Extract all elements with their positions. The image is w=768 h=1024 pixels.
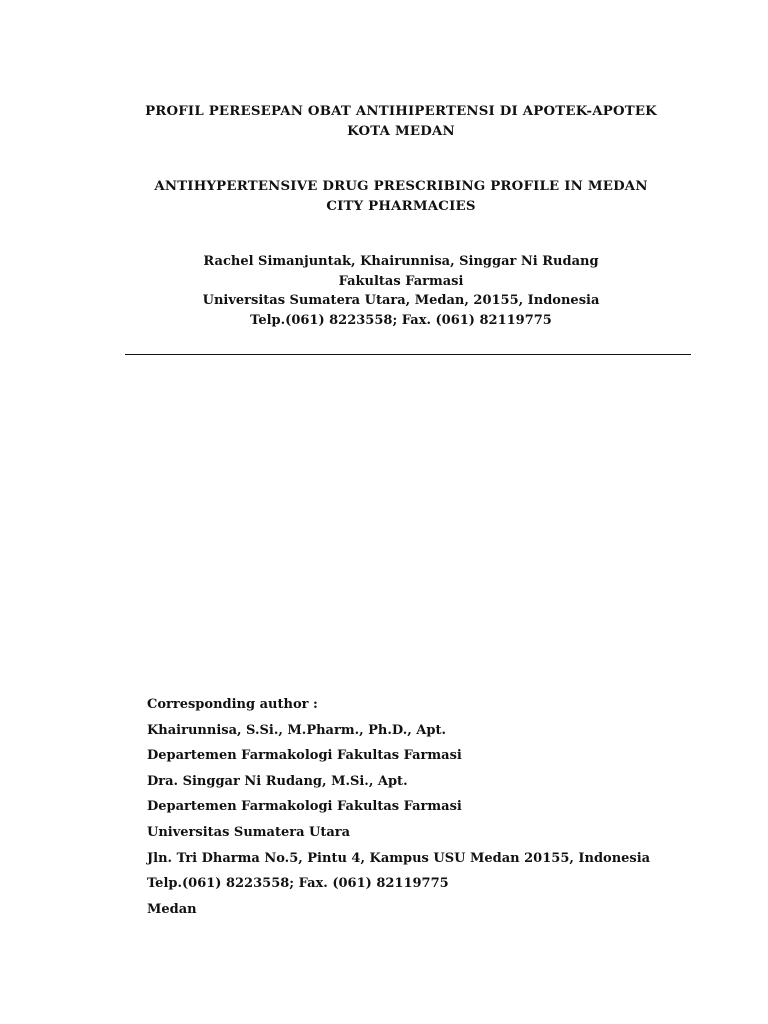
corresponding-author-block <box>147 697 650 927</box>
author-names: Rachel Simanjuntak, Khairunnisa, Singgar Ni Rudang <box>203 254 599 269</box>
corresponding-line: Universitas Sumatera Utara <box>147 824 351 840</box>
title-indonesian <box>0 102 768 142</box>
horizontal-rule <box>125 354 691 355</box>
corresponding-line: Telp.(061) 8223558; Fax. (061) 82119775 <box>147 876 449 892</box>
corresponding-line: Jln. Tri Dharma No.5, Pintu 4, Kampus USU Medan 20155, Indonesia <box>147 850 651 866</box>
corresponding-line: Departemen Farmakologi Fakultas Farmasi <box>147 799 462 815</box>
author-faculty: Fakultas Farmasi <box>338 273 464 289</box>
title-indonesian-line-1: PROFIL PERESEPAN OBAT ANTIHIPERTENSI DI APOTEK-APOTEK <box>145 104 657 119</box>
title-english-line-1: ANTIHYPERTENSIVE DRUG PRESCRIBING PROFILE IN MEDAN <box>154 179 648 194</box>
title-english-line-2: CITY PHARMACIES <box>326 199 476 214</box>
corresponding-line: Dra. Singgar Ni Rudang, M.Si., Apt. <box>147 773 408 789</box>
corresponding-heading: Corresponding author : <box>147 697 318 712</box>
title-indonesian-line-2: KOTA MEDAN <box>347 124 455 139</box>
corresponding-line: Khairunnisa, S.Si., M.Pharm., Ph.D., Apt. <box>147 722 446 738</box>
title-english <box>0 177 768 217</box>
author-contact: Telp.(061) 8223558; Fax. (061) 82119775 <box>250 312 552 328</box>
corresponding-line: Medan <box>147 901 197 917</box>
author-block <box>0 252 768 330</box>
corresponding-line: Departemen Farmakologi Fakultas Farmasi <box>147 748 462 764</box>
author-university: Universitas Sumatera Utara, Medan, 20155, Indonesia <box>202 293 600 308</box>
